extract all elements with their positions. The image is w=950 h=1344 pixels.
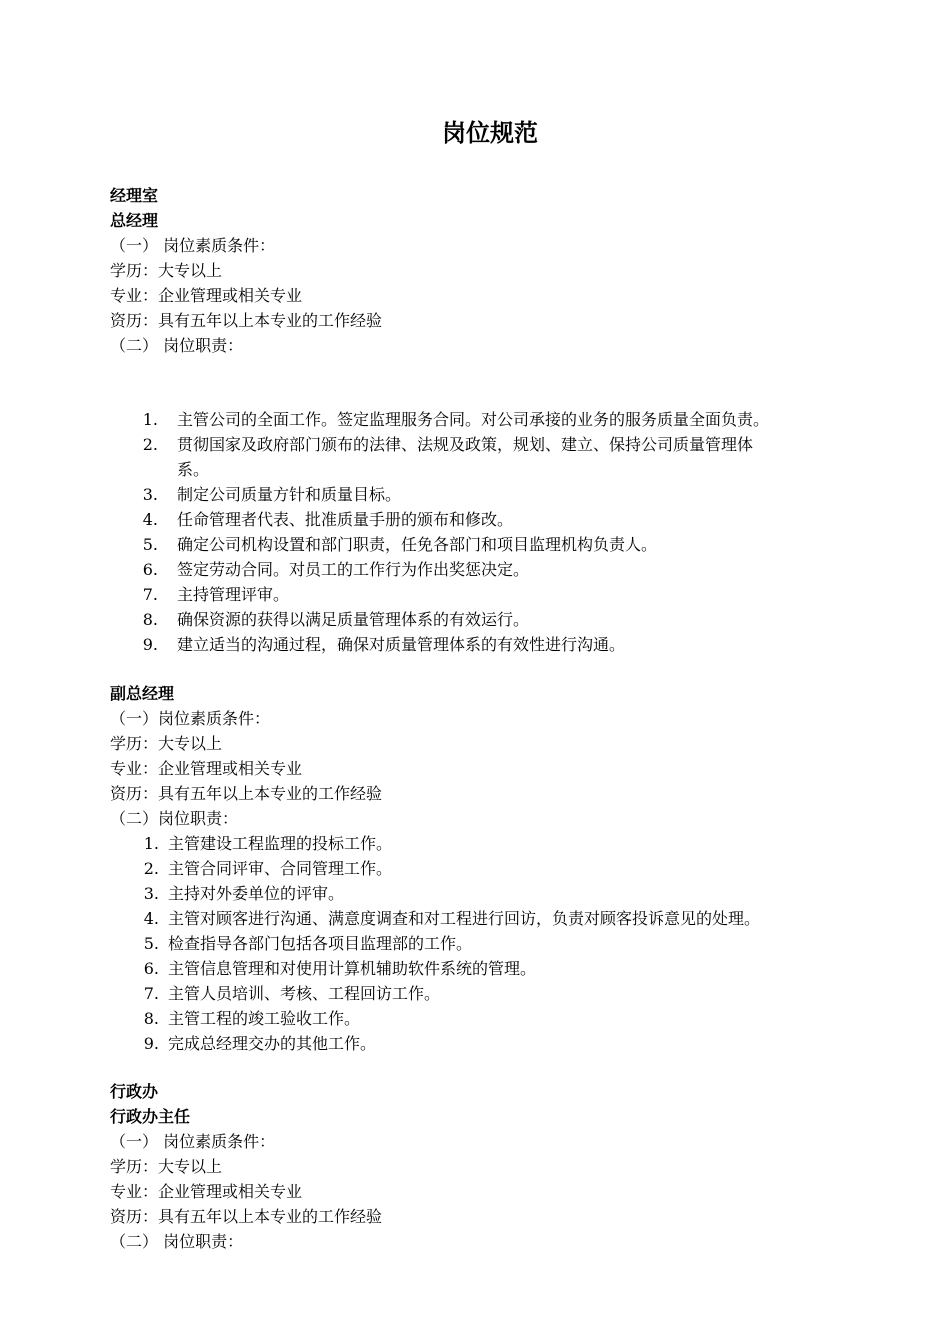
list-item-number: 7. [143,984,159,1003]
list-item-number: 3. [143,884,159,903]
list-item: 主管建设工程监理的投标工作。 [168,834,393,853]
list-item-number: 4. [143,909,159,928]
page-title: 岗位规范 [442,119,538,147]
list-item: 主管公司的全面工作。签定监理服务合同。对公司承接的业务的服务质量全面负责。 [177,410,770,429]
duty-heading: （二） 岗位职责： [110,1232,244,1251]
department-heading-manager-office: 经理室 [110,186,159,205]
list-item-number: 2. [143,859,159,878]
role-heading-deputy-general-manager: 副总经理 [110,684,175,703]
list-item: 主管人员培训、考核、工程回访工作。 [168,984,441,1003]
major-requirement: 专业：企业管理或相关专业 [110,1182,303,1201]
list-item: 主持对外委单位的评审。 [168,884,345,903]
list-item: 任命管理者代表、批准质量手册的颁布和修改。 [177,510,514,529]
duty-heading: （二）岗位职责： [110,809,239,828]
list-item: 主管对顾客进行沟通、满意度调查和对工程进行回访，负责对顾客投诉意见的处理。 [168,909,761,928]
role-heading-general-manager: 总经理 [110,211,159,230]
qualification-heading: （一） 岗位素质条件： [110,236,276,255]
list-item-number: 5. [143,934,159,953]
list-item: 签定劳动合同。对员工的工作行为作出奖惩决定。 [177,560,530,579]
list-item-number: 5. [142,535,158,554]
experience-requirement: 资历：具有五年以上本专业的工作经验 [110,784,383,803]
list-item-number: 1. [143,834,159,853]
list-item-number: 1. [142,410,158,429]
list-item-number: 8. [142,610,158,629]
experience-requirement: 资历：具有五年以上本专业的工作经验 [110,1207,383,1226]
list-item: 完成总经理交办的其他工作。 [168,1034,377,1053]
qualification-heading: （一）岗位素质条件： [110,709,271,728]
list-item-number: 6. [142,560,158,579]
list-item: 主管信息管理和对使用计算机辅助软件系统的管理。 [168,959,537,978]
list-item: 主持管理评审。 [177,585,290,604]
list-item: 制定公司质量方针和质量目标。 [177,485,402,504]
list-item-number: 4. [142,510,158,529]
list-item-number: 3. [142,485,158,504]
list-item-number: 6. [143,959,159,978]
department-heading-admin-office: 行政办 [110,1082,159,1101]
education-requirement: 学历：大专以上 [110,1157,223,1176]
list-item-number: 9. [142,635,158,654]
experience-requirement: 资历：具有五年以上本专业的工作经验 [110,311,383,330]
list-item: 检查指导各部门包括各项目监理部的工作。 [168,934,473,953]
list-item: 确保资源的获得以满足质量管理体系的有效运行。 [177,610,530,629]
list-item: 主管合同评审、合同管理工作。 [168,859,393,878]
major-requirement: 专业：企业管理或相关专业 [110,759,303,778]
major-requirement: 专业：企业管理或相关专业 [110,286,303,305]
list-item-continuation: 系。 [177,460,210,479]
role-heading-admin-director: 行政办主任 [110,1107,191,1126]
list-item: 建立适当的沟通过程，确保对质量管理体系的有效性进行沟通。 [177,635,626,654]
education-requirement: 学历：大专以上 [110,261,223,280]
list-item-number: 8. [143,1009,159,1028]
list-item-number: 9. [143,1034,159,1053]
qualification-heading: （一） 岗位素质条件： [110,1132,276,1151]
list-item: 确定公司机构设置和部门职责，任免各部门和项目监理机构负责人。 [177,535,658,554]
duty-heading: （二） 岗位职责： [110,336,244,355]
list-item: 主管工程的竣工验收工作。 [168,1009,361,1028]
list-item: 贯彻国家及政府部门颁布的法律、法规及政策，规划、建立、保持公司质量管理体 [177,435,754,454]
education-requirement: 学历：大专以上 [110,734,223,753]
list-item-number: 2. [142,435,158,454]
list-item-number: 7. [142,585,158,604]
